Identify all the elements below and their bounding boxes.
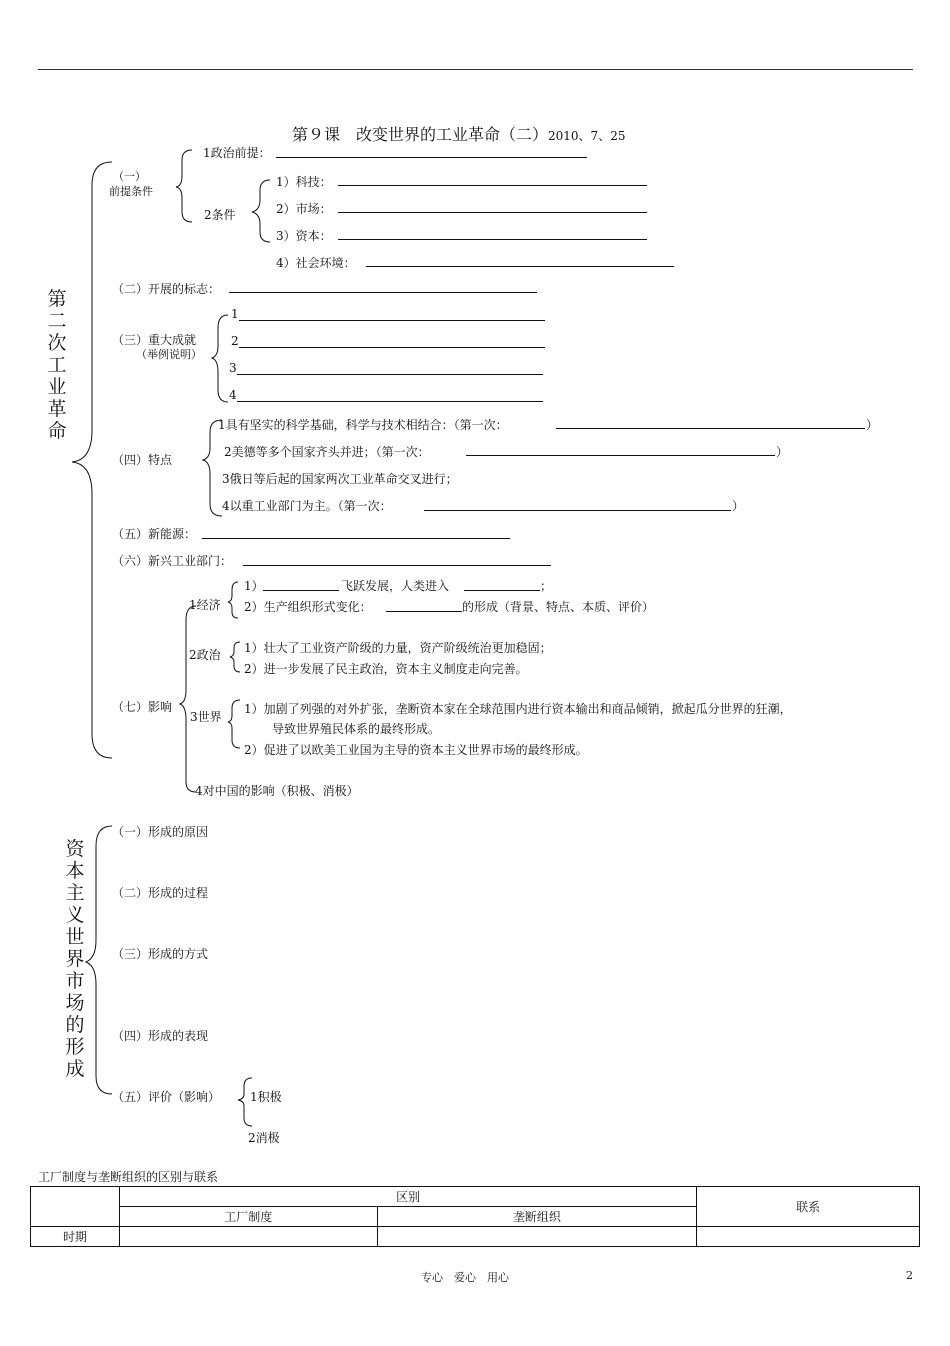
achievement-3: 3 (229, 361, 237, 375)
part2-blank[interactable] (229, 292, 537, 293)
feature-2-close: ） (776, 445, 789, 459)
section1-title: 第二次工业革命 (47, 288, 67, 442)
table-header-row (31, 1187, 920, 1207)
table-corner-cell (31, 1187, 120, 1227)
brace-world (228, 700, 240, 748)
header-difference: 区别 (119, 1187, 696, 1207)
achievement-2-blank[interactable] (239, 347, 545, 348)
cell-period-factory[interactable] (119, 1227, 377, 1247)
brace-politics (230, 642, 240, 672)
politics-item2: 2）进一步发展了民主政治，资本主义制度走向完善。 (244, 662, 528, 676)
world-item1-line1: 1）加剧了列强的对外扩张，垄断资本家在全球范围内进行资本输出和商品倾销，掀起瓜分世界的狂潮， (244, 702, 792, 716)
header-connection: 联系 (697, 1187, 920, 1227)
part5-label: （五）新能源： (112, 527, 197, 541)
feature-4: 4以重工业部门为主。（第一次： (222, 499, 392, 513)
part7-label: （七）影响 (112, 700, 173, 714)
market-reason: （一）形成的原因 (112, 825, 209, 839)
condition-capital: 3）资本： (276, 229, 332, 243)
economy-label: 1经济 (189, 598, 221, 612)
achievement-3-blank[interactable] (237, 374, 543, 375)
cell-period-monopoly[interactable] (377, 1227, 697, 1247)
row-period-label: 时期 (31, 1227, 120, 1247)
conditions-label: 2条件 (204, 208, 236, 222)
part1-label-line1: （一） (113, 170, 146, 183)
cell-period-connection[interactable] (697, 1227, 920, 1247)
part5-blank[interactable] (202, 538, 510, 539)
title-text: 第９课 改变世界的工业革命（二） (292, 125, 549, 144)
table-row (31, 1227, 920, 1247)
achievement-4-blank[interactable] (237, 401, 543, 402)
economy-item1-blank2[interactable] (464, 590, 540, 591)
world-item1-line2: 导致世界殖民体系的最终形成。 (272, 722, 441, 736)
part3-label: （三）重大成就 (112, 333, 197, 347)
condition-social: 4）社会环境： (276, 256, 356, 270)
brace-part3 (212, 315, 228, 402)
brace-section2 (86, 826, 112, 1094)
section2-title: 资本主义世界市场的形成 (65, 838, 85, 1080)
part6-label: （六）新兴工业部门： (112, 554, 233, 568)
page-number: 2 (906, 1269, 913, 1282)
achievement-2: 2 (231, 334, 239, 348)
feature-2-blank[interactable] (466, 455, 775, 456)
title-date: 2010、7、25 (548, 129, 626, 143)
achievement-1-blank[interactable] (239, 320, 545, 321)
brace-part4 (203, 420, 222, 516)
table-caption: 工厂制度与垄断组织的区别与联系 (38, 1170, 219, 1184)
part1-label-line2: 前提条件 (109, 185, 153, 198)
header-monopoly: 垄断组织 (377, 1207, 697, 1227)
economy-item2-b: 的形成（背景、特点、本质、评价） (462, 600, 655, 614)
condition-tech-blank[interactable] (338, 185, 647, 186)
political-premise: 1政治前提： (203, 146, 271, 160)
brace-part1 (176, 150, 192, 222)
evaluation-positive: 1积极 (250, 1090, 282, 1104)
economy-item2-blank[interactable] (386, 611, 462, 612)
achievement-1: 1 (231, 307, 239, 321)
feature-1: 1具有坚实的科学基础，科学与技术相结合：（第一次： (218, 418, 508, 432)
brace-economy (228, 582, 238, 618)
politics-label: 2政治 (189, 648, 221, 662)
condition-market-blank[interactable] (338, 212, 647, 213)
feature-2: 2美德等多个国家齐头并进；（第一次： (224, 445, 430, 459)
feature-4-close: ） (732, 499, 745, 513)
comparison-table (30, 1186, 920, 1247)
brace-conditions (252, 180, 270, 242)
brace-section1 (72, 162, 112, 758)
market-method: （三）形成的方式 (112, 947, 209, 961)
part3-sublabel: （举例说明） (136, 348, 202, 361)
footer-text: 专心 爱心 用心 (421, 1271, 509, 1284)
world-label: 3世界 (190, 710, 222, 724)
economy-item1-c: ； (540, 579, 553, 593)
feature-1-close: ） (866, 418, 879, 432)
market-process: （二）形成的过程 (112, 886, 209, 900)
brace-part7 (180, 606, 196, 792)
feature-4-blank[interactable] (424, 510, 731, 511)
china-impact: 4对中国的影响（积极、消极） (195, 784, 359, 798)
condition-tech: 1）科技： (276, 175, 332, 189)
part6-blank[interactable] (243, 565, 551, 566)
economy-item1-a: 1） (244, 579, 264, 593)
evaluation-negative: 2消极 (248, 1131, 280, 1145)
economy-item1-b: 飞跃发展，人类进入 (341, 579, 450, 593)
political-blank[interactable] (276, 157, 587, 158)
header-factory-system: 工厂制度 (119, 1207, 377, 1227)
part4-label: （四）特点 (112, 453, 173, 467)
condition-social-blank[interactable] (366, 266, 674, 267)
part2-label: （二）开展的标志： (112, 282, 221, 296)
market-manifestation: （四）形成的表现 (112, 1029, 209, 1043)
feature-3: 3俄日等后起的国家两次工业革命交叉进行； (222, 472, 458, 486)
politics-item1: 1）壮大了工业资产阶级的力量，资产阶级统治更加稳固； (244, 641, 552, 655)
world-item2: 2）促进了以欧美工业国为主导的资本主义世界市场的最终形成。 (244, 743, 588, 757)
feature-1-blank[interactable] (556, 428, 865, 429)
market-evaluation: （五）评价（影响） (112, 1090, 221, 1104)
condition-market: 2）市场： (276, 202, 332, 216)
economy-item1-blank1[interactable] (263, 590, 339, 591)
economy-item2-a: 2）生产组织形式变化： (244, 600, 372, 614)
condition-capital-blank[interactable] (338, 239, 647, 240)
achievement-4: 4 (229, 388, 237, 402)
